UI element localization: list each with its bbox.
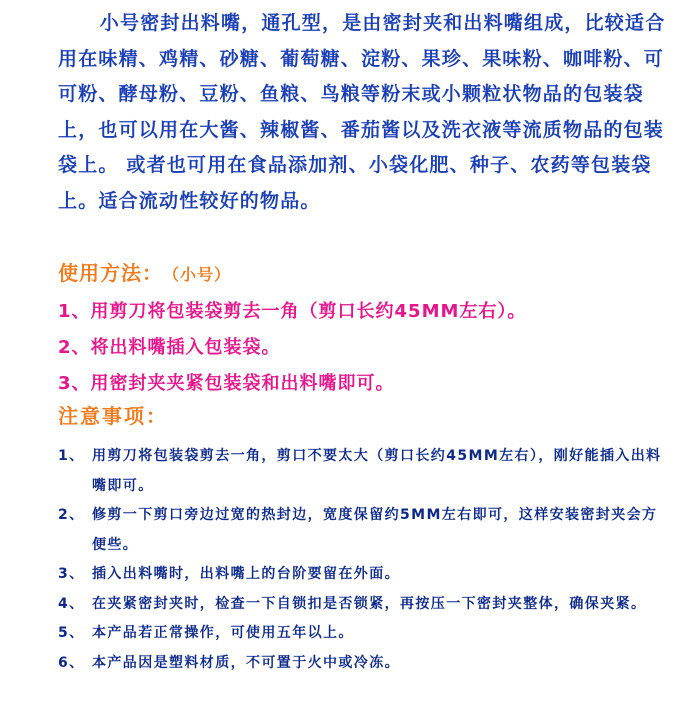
note-number: 1、 [58, 448, 85, 464]
note-text: 用剪刀将包装袋剪去一角，剪口不要太大（剪口长约45MM左右），刚好能插入出料嘴即可。 [92, 448, 662, 494]
note-text: 在夹紧密封夹时，检查一下自锁扣是否锁紧，再按压一下密封夹整体，确保夹紧。 [92, 595, 647, 612]
notes-heading: 注意事项： [58, 404, 168, 428]
note-number: 2、 [58, 507, 85, 523]
usage-steps [58, 294, 678, 402]
note-item [58, 442, 668, 501]
note-item [58, 590, 668, 620]
note-text: 本产品因是塑料材质，不可置于火中或冷冻。 [92, 654, 400, 671]
note-item [58, 501, 668, 560]
note-item [58, 649, 668, 679]
note-item [58, 619, 668, 649]
usage-heading-size: （小号） [171, 265, 232, 284]
note-text: 插入出料嘴时，出料嘴上的台阶要留在外面。 [92, 566, 400, 582]
intro-section [58, 6, 670, 219]
usage-heading [58, 257, 231, 286]
usage-step: 2、将出料嘴插入包装袋。 [58, 337, 281, 358]
note-number: 5、 [58, 625, 85, 641]
notes-list [58, 442, 668, 678]
note-text: 修剪一下剪口旁边过宽的热封边，宽度保留约5MM左右即可，这样安装密封夹会方便些。 [92, 507, 658, 553]
usage-step: 1、用剪刀将包装袋剪去一角（剪口长约45MM左右）。 [58, 301, 527, 322]
usage-heading-label: 使用方法： [58, 261, 163, 285]
note-number: 6、 [58, 654, 85, 671]
note-item [58, 560, 668, 590]
note-number: 3、 [58, 566, 85, 582]
intro-paragraph: 小号密封出料嘴，通孔型，是由密封夹和出料嘴组成，比较适合用在味精、鸡精、砂糖、葡萄糖、淀粉、果珍、果味粉、咖啡粉、可可粉、酵母粉、豆粉、鱼粮、鸟粮等粉末或小颗粒状物品的包装袋上，也可以用在大酱、辣椒酱、番茄酱以及洗衣液等流质物品的包装袋上。 或者也可用在食品添加剂、小袋化肥、种子、农药等包装袋上。适合流动性较好的物品。 [58, 12, 666, 212]
note-number: 4、 [58, 595, 85, 612]
note-text: 本产品若正常操作，可使用五年以上。 [92, 625, 354, 641]
usage-step: 3、用密封夹夹紧包装袋和出料嘴即可。 [58, 373, 395, 394]
